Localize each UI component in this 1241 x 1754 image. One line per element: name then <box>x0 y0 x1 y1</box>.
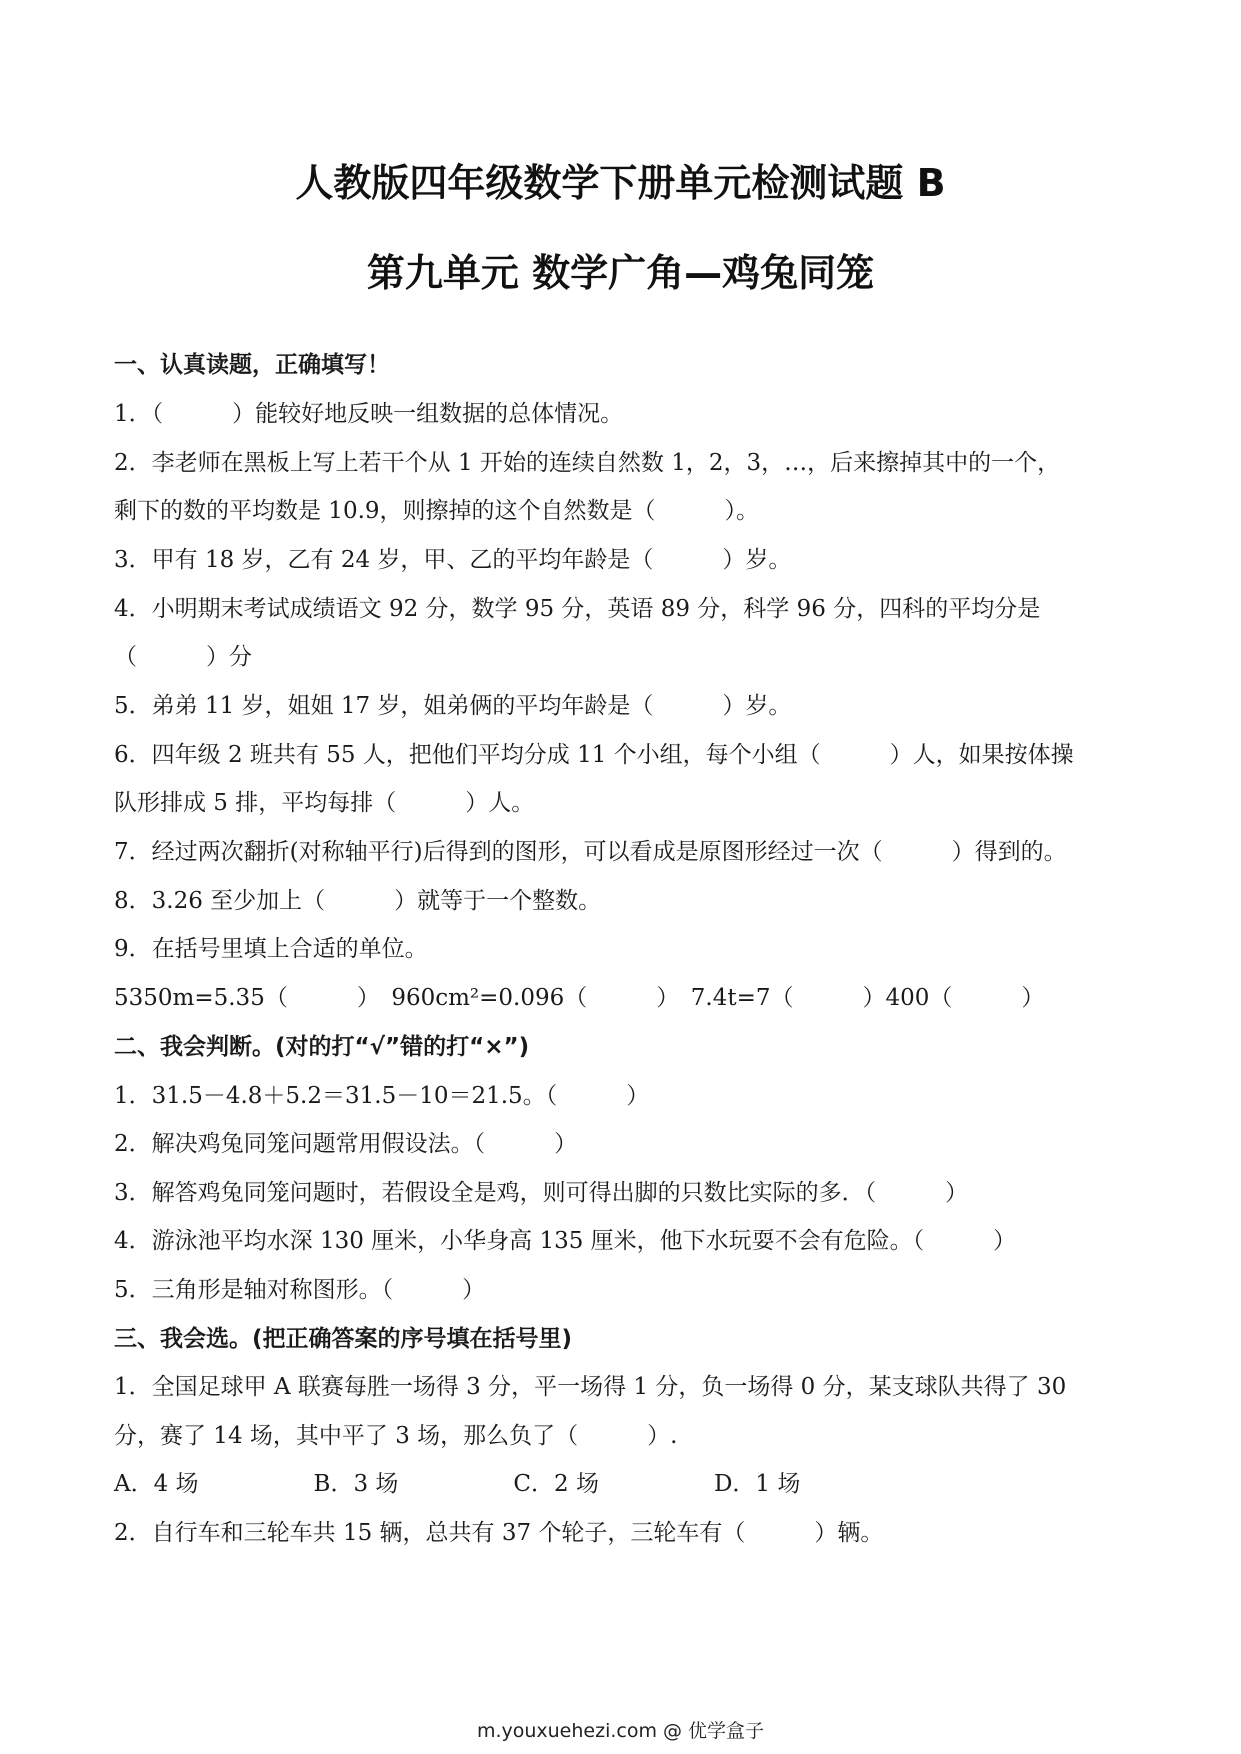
question-line: 3．甲有 18 岁，乙有 24 岁，甲、乙的平均年龄是（ ）岁。 <box>114 547 792 573</box>
question-line: 4．小明期末考试成绩语文 92 分，数学 95 分，英语 89 分，科学 96 分，四科的平均分是 <box>114 596 1041 622</box>
question-line: 2．解决鸡兔同笼问题常用假设法。（ ） <box>114 1131 578 1157</box>
question-line: A．4 场 B．3 场 C．2 场 D．1 场 <box>114 1471 801 1497</box>
footer-watermark: m.youxuehezi.com @ 优学盒子 <box>476 1720 765 1742</box>
question-line: 1．全国足球甲 A 联赛每胜一场得 3 分，平一场得 1 分，负一场得 0 分，某支球队共得了 30 <box>114 1374 1067 1400</box>
question-line: 1．31.5－4.8＋5.2＝31.5－10＝21.5。（ ） <box>114 1083 650 1109</box>
question-line: （ ）分 <box>114 644 252 670</box>
page-subtitle: 第九单元 数学广角—鸡兔同笼 <box>366 251 875 295</box>
question-line: 7．经过两次翻折(对称轴平行)后得到的图形，可以看成是原图形经过一次（ ）得到的。 <box>114 839 1067 865</box>
question-line: 2．李老师在黑板上写上若干个从 1 开始的连续自然数 1，2，3，…，后来擦掉其中的一个， <box>114 450 1061 476</box>
question-line: 分，赛了 14 场，其中平了 3 场，那么负了（ ）. <box>114 1423 678 1449</box>
page-title: 人教版四年级数学下册单元检测试题 B <box>295 161 946 205</box>
section-heading: 三、我会选。(把正确答案的序号填在括号里) <box>114 1326 573 1352</box>
question-line: 队形排成 5 排，平均每排（ ）人。 <box>114 790 535 816</box>
question-line: 8．3.26 至少加上（ ）就等于一个整数。 <box>114 888 602 914</box>
question-line: 6．四年级 2 班共有 55 人，把他们平均分成 11 个小组，每个小组（ ）人，如果按体操 <box>114 742 1074 768</box>
section-heading: 一、认真读题，正确填写！ <box>114 352 390 378</box>
question-line: 剩下的数的平均数是 10.9，则擦掉的这个自然数是（ ）。 <box>114 498 760 524</box>
question-line: 1．（ ）能较好地反映一组数据的总体情况。 <box>114 401 624 427</box>
section-heading: 二、我会判断。(对的打“√”错的打“×”) <box>114 1034 530 1060</box>
question-line: 9．在括号里填上合适的单位。 <box>114 936 428 962</box>
question-line: 4．游泳池平均水深 130 厘米，小华身高 135 厘米，他下水玩耍不会有危险。（ ） <box>114 1228 1017 1254</box>
question-line: 2．自行车和三轮车共 15 辆，总共有 37 个轮子，三轮车有（ ）辆。 <box>114 1520 884 1546</box>
question-line: 3．解答鸡兔同笼问题时，若假设全是鸡，则可得出脚的只数比实际的多．（ ） <box>114 1180 969 1206</box>
question-line: 5350m=5.35（ ） 960cm²=0.096（ ） 7.4t=7（ ）400（ ） <box>114 985 1045 1011</box>
question-line: 5．弟弟 11 岁，姐姐 17 岁，姐弟俩的平均年龄是（ ）岁。 <box>114 693 792 719</box>
question-line: 5．三角形是轴对称图形。（ ） <box>114 1277 486 1303</box>
